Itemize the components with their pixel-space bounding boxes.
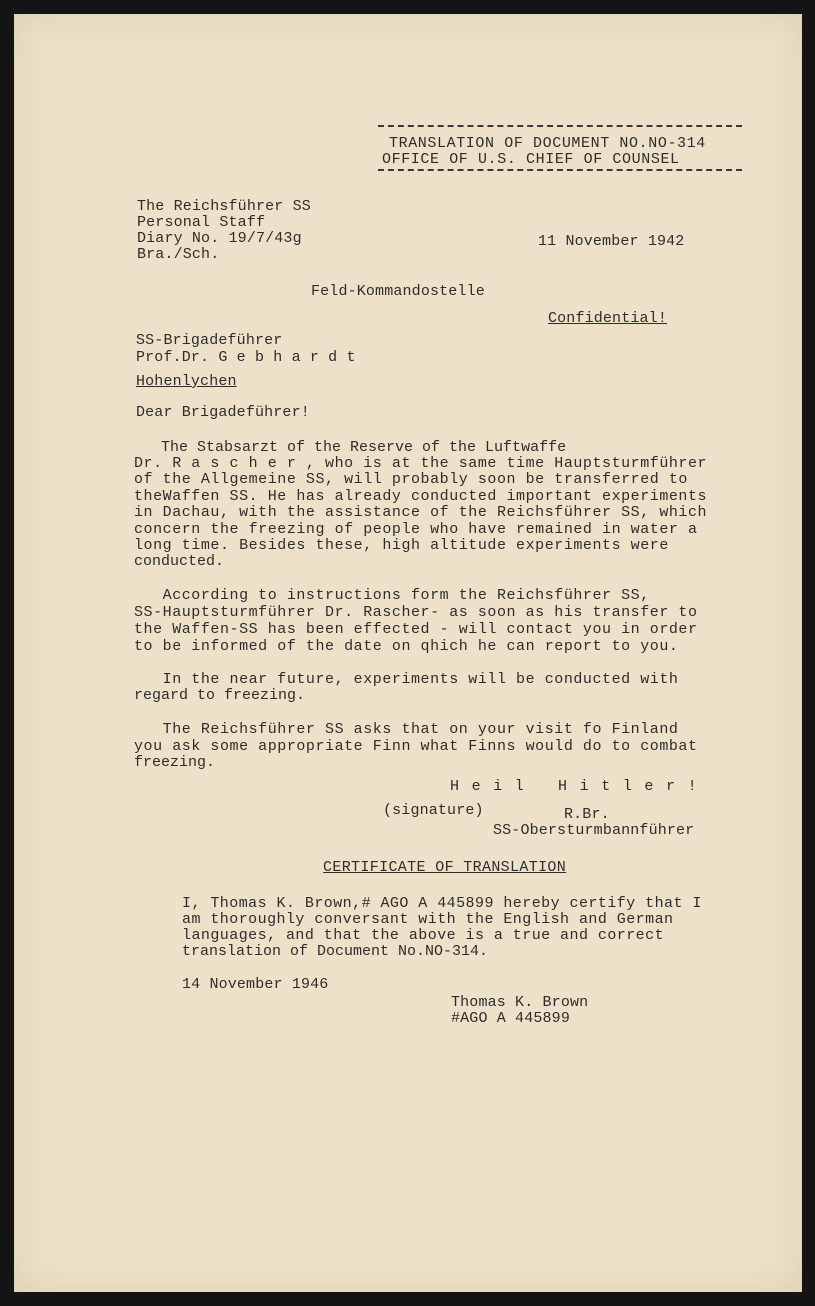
classification-label: Confidential!	[548, 310, 667, 327]
header-top-rule	[378, 125, 742, 127]
body-line: in Dachau, with the assistance of the Reichsführer SS, which	[134, 504, 708, 521]
recipient-rank: SS-Brigadeführer	[136, 332, 283, 349]
body-line: freezing.	[134, 754, 216, 771]
certificate-title: CERTIFICATE OF TRANSLATION	[323, 859, 567, 876]
header-translation-line: TRANSLATION OF DOCUMENT NO.NO-314	[389, 135, 706, 152]
body-line: SS-Hauptsturmführer Dr. Rascher- as soon as his transfer to	[134, 604, 698, 621]
closing-greeting: H e i l H i t l e r !	[450, 778, 699, 795]
body-line: The Stabsarzt of the Reserve of the Luftwaffe	[134, 439, 567, 456]
signer-rank: SS-Obersturmbannführer	[493, 822, 695, 839]
certificate-signer-id: #AGO A 445899	[451, 1010, 570, 1027]
certificate-line: I, Thomas K. Brown,# AGO A 445899 hereby certify that I	[182, 895, 702, 912]
sender-title: The Reichsführer SS	[137, 198, 311, 215]
signature-note: (signature)	[383, 802, 484, 819]
body-line: regard to freezing.	[134, 687, 306, 704]
body-line: Dr. R a s c h e r , who is at the same time Hauptsturmführer	[134, 455, 708, 472]
recipient-name: Prof.Dr. G e b h a r d t	[136, 349, 356, 366]
recipient-location: Hohenlychen	[136, 373, 237, 390]
sender-diary-number: Diary No. 19/7/43g	[137, 230, 302, 247]
body-line: theWaffen SS. He has already conducted important experiments	[134, 488, 708, 505]
body-line: concern the freezing of people who have remained in water a	[134, 521, 698, 538]
certificate-line: languages, and that the above is a true and correct	[182, 927, 665, 944]
letter-date: 11 November 1942	[538, 233, 685, 250]
header-office-line: OFFICE OF U.S. CHIEF OF COUNSEL	[382, 151, 680, 168]
body-line: the Waffen-SS has been effected - will contact you in order	[134, 621, 698, 638]
certificate-line: am thoroughly conversant with the English and German	[182, 911, 674, 928]
body-line: long time. Besides these, high altitude experiments were	[134, 537, 669, 554]
document-page	[14, 14, 802, 1292]
sender-reference: Bra./Sch.	[137, 246, 220, 263]
body-line: The Reichsführer SS asks that on your visit fo Finland	[134, 721, 679, 738]
salutation: Dear Brigadeführer!	[136, 404, 310, 421]
letter-location: Feld-Kommandostelle	[311, 283, 485, 300]
certificate-signer-name: Thomas K. Brown	[451, 994, 589, 1011]
body-line: of the Allgemeine SS, will probably soon be transferred to	[134, 471, 688, 488]
header-bottom-rule	[378, 169, 742, 171]
body-line: conducted.	[134, 553, 225, 570]
body-line: In the near future, experiments will be conducted with	[134, 671, 679, 688]
signer-initials: R.Br.	[564, 806, 610, 823]
sender-staff: Personal Staff	[137, 214, 266, 231]
body-line: to be informed of the date on qhich he can report to you.	[134, 638, 679, 655]
certificate-line: translation of Document No.NO-314.	[182, 943, 489, 960]
certificate-date: 14 November 1946	[182, 976, 329, 993]
body-line: you ask some appropriate Finn what Finns would do to combat	[134, 738, 698, 755]
body-line: According to instructions form the Reichsführer SS,	[134, 587, 650, 604]
